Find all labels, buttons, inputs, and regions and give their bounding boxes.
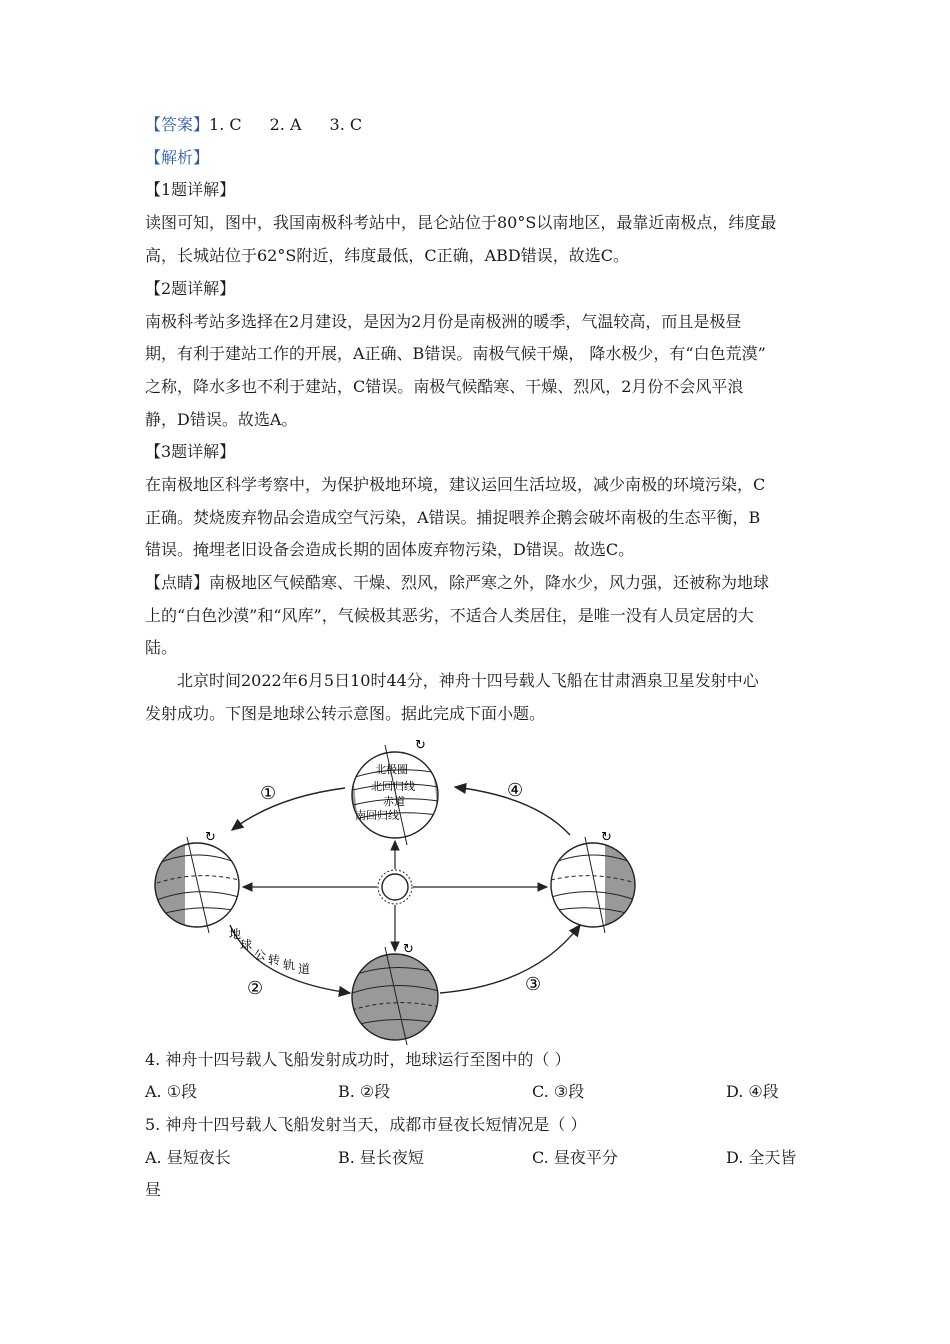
segment-label-1: ① — [260, 783, 277, 804]
answer-label: 【答案】 — [145, 115, 210, 134]
orbit-arc-1 — [232, 788, 345, 830]
globe-label: 南回归线 — [355, 809, 399, 822]
dianjing-text-line: 陆。 — [145, 638, 178, 657]
answer-item: 1. C — [209, 115, 242, 134]
question4-stem: 4. 神舟十四号载人飞船发射成功时，地球运行至图中的（ ） — [145, 1050, 571, 1069]
globe-bottom — [350, 942, 440, 1045]
segment-label-2: ② — [247, 978, 264, 999]
answer-item: 2. A — [269, 115, 302, 134]
sun-icon — [378, 870, 412, 904]
q2-label: 【2题详解】 — [145, 279, 236, 298]
orbit-label-char: 转 — [268, 953, 281, 967]
q2-text-line: 期，有利于建站工作的开展，A正确、B错误。南极气候干燥， 降水极少，有“白色荒漠” — [145, 344, 766, 363]
q2-text-line: 之称，降水多也不利于建站，C错误。南极气候酷寒、干燥、烈风，2月份不会风平浪 — [145, 377, 744, 396]
globe-left — [155, 830, 239, 933]
axis-symbol-icon: ↻ — [601, 830, 612, 845]
question5-option-b[interactable]: B. 昼长夜短 — [338, 1148, 424, 1167]
question4-option-b[interactable]: B. ②段 — [338, 1082, 391, 1101]
question5-stem: 5. 神舟十四号载人飞船发射当天，成都市昼夜长短情况是（ ） — [145, 1115, 587, 1134]
question4-option-c[interactable]: C. ③段 — [532, 1082, 585, 1101]
segment-label-4: ④ — [507, 780, 524, 801]
globe-label: 赤道 — [383, 795, 405, 808]
globe-label: 北回归线 — [371, 780, 415, 793]
answer-line — [145, 114, 390, 136]
globe-right — [551, 830, 635, 933]
q3-label: 【3题详解】 — [145, 442, 236, 461]
q1-label: 【1题详解】 — [145, 180, 236, 199]
orbit-label-char: 地 — [229, 927, 242, 941]
globe-label: 北极圈 — [375, 763, 408, 776]
q3-text-line: 正确。焚烧废弃物品会造成空气污染，A错误。捕捉喂养企鹅会破坏南极的生态平衡，B — [145, 508, 761, 527]
orbit-arc-3 — [440, 925, 580, 993]
axis-symbol-icon: ↻ — [415, 738, 426, 753]
orbit-label-char: 球 — [240, 938, 253, 952]
orbit-label-char: 公 — [254, 948, 267, 962]
globe-top — [345, 738, 445, 845]
dianjing-label: 【点睛】 — [145, 573, 210, 592]
q3-text-line: 在南极地区科学考察中，为保护极地环境，建议运回生活垃圾，减少南极的环境污染，C — [145, 475, 766, 494]
intro-line: 发射成功。下图是地球公转示意图。据此完成下面小题。 — [145, 704, 546, 723]
orbit-label-char: 道 — [298, 962, 311, 976]
earth-revolution-diagram — [145, 735, 665, 1045]
q2-text-line: 南极科考站多选择在2月建设，是因为2月份是南极洲的暖季，气温较高，而且是极昼 — [145, 312, 742, 331]
dianjing-text: 南极地区气候酷寒、干燥、烈风，除严寒之外，降水少，风力强，还被称为地球 — [209, 573, 770, 592]
q1-text-line: 读图可知，图中，我国南极科考站中，昆仑站位于80°S以南地区，最靠近南极点，纬度最 — [145, 213, 777, 232]
axis-symbol-icon: ↻ — [205, 830, 216, 845]
answer-item: 3. C — [329, 115, 363, 134]
question5-option-d-wrap: 昼 — [145, 1180, 162, 1199]
segment-label-3: ③ — [525, 974, 542, 995]
q3-text-line: 错误。掩埋老旧设备会造成长期的固体废弃物污染，D错误。故选C。 — [145, 540, 635, 559]
intro-line: 北京时间2022年6月5日10时44分，神舟十四号载人飞船在甘肃酒泉卫星发射中心 — [177, 671, 759, 690]
dianjing-text-line: 上的“白色沙漠”和“风库”，气候极其恶劣，不适合人类居住，是唯一没有人员定居的大 — [145, 606, 754, 625]
analysis-label: 【解析】 — [145, 148, 210, 167]
dianjing-line — [145, 572, 769, 594]
question4-option-a[interactable]: A. ①段 — [145, 1082, 198, 1101]
question5-option-d[interactable]: D. 全天皆 — [726, 1148, 797, 1167]
axis-symbol-icon: ↻ — [403, 942, 414, 957]
question4-option-d[interactable]: D. ④段 — [726, 1082, 779, 1101]
orbit-label-char: 轨 — [283, 958, 296, 972]
q1-text-line: 高，长城站位于62°S附近，纬度最低，C正确，ABD错误，故选C。 — [145, 246, 629, 265]
question5-option-c[interactable]: C. 昼夜平分 — [532, 1148, 618, 1167]
q2-text-line: 静，D错误。故选A。 — [145, 410, 298, 429]
question5-option-a[interactable]: A. 昼短夜长 — [145, 1148, 231, 1167]
